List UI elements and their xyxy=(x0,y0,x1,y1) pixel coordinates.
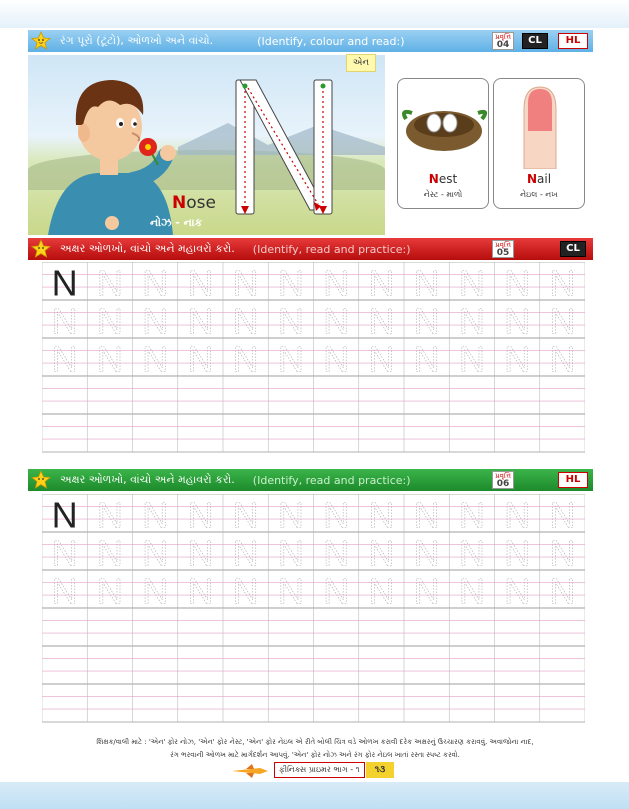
practice-letter: N xyxy=(413,532,440,574)
practice-letter: N xyxy=(96,262,123,304)
nest-icon xyxy=(398,79,489,169)
practice-letter: N xyxy=(413,570,440,612)
practice-letter: N xyxy=(96,494,123,536)
nail-rest: ail xyxy=(537,172,552,186)
practice-letter: N xyxy=(232,262,259,304)
practice-letter: N xyxy=(51,338,78,380)
star-icon xyxy=(28,30,54,52)
nest-first-letter: N xyxy=(428,172,439,186)
practice-letter: N xyxy=(368,262,395,304)
practice-letter: N xyxy=(187,338,214,380)
practice-letter: N xyxy=(323,300,350,342)
practice-letter: N xyxy=(458,570,485,612)
practice-letter: N xyxy=(51,532,78,574)
nest-word xyxy=(398,172,488,186)
practice-letter: N xyxy=(232,300,259,342)
practice-letter: N xyxy=(232,494,259,536)
top-strip xyxy=(0,0,629,28)
practice-letter: N xyxy=(549,532,576,574)
practice-letter: N xyxy=(277,300,304,342)
nest-rest: est xyxy=(438,172,458,186)
section1-header xyxy=(28,30,593,52)
practice-letter: N xyxy=(549,494,576,536)
practice-letter: N xyxy=(504,532,531,574)
practice-letter: N xyxy=(142,570,169,612)
nail-icon xyxy=(494,79,585,169)
practice-letter: N xyxy=(232,570,259,612)
nest-card xyxy=(397,78,489,209)
nail-first-letter: N xyxy=(526,172,537,186)
practice-letter: N xyxy=(323,338,350,380)
practice-letter: N xyxy=(232,338,259,380)
section3-gujarati-instruction: અક્ષર ઓળખો, વાંચો અને મહાવરો કરો. xyxy=(60,473,235,486)
practice-letter: N xyxy=(323,532,350,574)
teacher-note-line1: શિક્ષક/વાલી માટે : 'એન' ફોર નોઝ, 'એન' ફોર નેસ્ટ, 'એન' ફોર નેઇલ એ રીતે બોલી ચિત્ર વડે ઓળખ કરાવી દરેક અક્ષરનું ઉચ્ચારણ કરાવવું. અવાજોના નાદ, xyxy=(96,738,534,746)
practice-letter: N xyxy=(187,532,214,574)
practice-letter: N xyxy=(142,262,169,304)
nail-word xyxy=(494,172,584,186)
practice-letter: N xyxy=(277,262,304,304)
practice-letter: N xyxy=(504,300,531,342)
section1-gujarati-instruction: રંગ પૂરો (ટૂંટો), ઓળખો અને વાંચો. xyxy=(60,34,214,47)
nose-rest: ose xyxy=(186,193,216,213)
nose-gujarati: નોઝ - નાક xyxy=(150,216,203,229)
practice-letter: N xyxy=(458,338,485,380)
practice-letter: N xyxy=(413,494,440,536)
practice-letter: N xyxy=(549,262,576,304)
practice-letter: N xyxy=(368,570,395,612)
practice-letter: N xyxy=(187,300,214,342)
activity-number: 06 xyxy=(496,479,510,489)
practice-letter: N xyxy=(504,570,531,612)
practice-letter: N xyxy=(187,262,214,304)
practice-letter: N xyxy=(96,532,123,574)
practice-letter: N xyxy=(187,494,214,536)
practice-letter: N xyxy=(232,532,259,574)
practice-letter: N xyxy=(142,532,169,574)
section1-english-instruction: (Identify, colour and read:) xyxy=(257,34,405,48)
practice-letter: N xyxy=(458,300,485,342)
practice-letter: N xyxy=(96,570,123,612)
practice-letter: N xyxy=(142,300,169,342)
section3-header xyxy=(28,469,593,491)
nail-card xyxy=(493,78,585,209)
activity-label: પ્રવૃત્તિ xyxy=(495,472,511,480)
practice-letter: N xyxy=(458,532,485,574)
activity-label: પ્રવૃત્તિ xyxy=(495,241,511,249)
nose-word xyxy=(172,193,216,213)
nail-gujarati: નેઇલ - નખ xyxy=(520,190,558,199)
footer-strip xyxy=(0,782,629,809)
practice-letter: N xyxy=(96,300,123,342)
practice-letter: N xyxy=(277,532,304,574)
activity-tag xyxy=(492,471,514,489)
section3-english-instruction: (Identify, read and practice:) xyxy=(252,473,411,487)
nose-first-letter: N xyxy=(172,193,187,213)
page-number: ૧૩ xyxy=(366,762,394,778)
practice-letter: N xyxy=(504,262,531,304)
practice-letter: N xyxy=(51,262,78,304)
practice-letter: N xyxy=(504,338,531,380)
cl-badge: CL xyxy=(560,241,586,257)
practice-letter: N xyxy=(142,494,169,536)
practice-letter: N xyxy=(549,338,576,380)
practice-letter: N xyxy=(368,494,395,536)
practice-letter: N xyxy=(458,262,485,304)
activity-label: પ્રવૃત્તિ xyxy=(495,33,511,41)
practice-letter: N xyxy=(549,300,576,342)
practice-letter: N xyxy=(51,494,78,536)
activity-number: 05 xyxy=(496,248,510,258)
practice-letter: N xyxy=(368,532,395,574)
practice-letter: N xyxy=(458,494,485,536)
activity-number: 04 xyxy=(496,40,510,50)
hl-badge: HL xyxy=(558,472,588,488)
tracing-letter-n xyxy=(228,56,338,226)
practice-letter: N xyxy=(187,570,214,612)
practice-letter: N xyxy=(413,262,440,304)
book-title: ફીનિક્સ પ્રાઇમર ભાગ - ૧ xyxy=(274,762,365,778)
practice-letter: N xyxy=(413,300,440,342)
practice-letter: N xyxy=(142,338,169,380)
section2-header xyxy=(28,238,593,260)
practice-letter: N xyxy=(277,494,304,536)
practice-letter: N xyxy=(549,570,576,612)
practice-letter: N xyxy=(323,262,350,304)
nest-gujarati: નેસ્ટ - માળો xyxy=(423,190,463,199)
teacher-note xyxy=(30,736,600,762)
star-icon xyxy=(28,238,54,260)
practice-letter: N xyxy=(51,570,78,612)
practice-letter: N xyxy=(368,300,395,342)
section2-english-instruction: (Identify, read and practice:) xyxy=(252,242,411,256)
section2-gujarati-instruction: અક્ષર ઓળખો, વાંચો અને મહાવરો કરો. xyxy=(60,242,235,255)
practice-letter: N xyxy=(413,338,440,380)
practice-letter: N xyxy=(368,338,395,380)
practice-letter: N xyxy=(323,570,350,612)
practice-letter: N xyxy=(504,494,531,536)
practice-grid-2 xyxy=(42,494,585,730)
cl-badge: CL xyxy=(522,33,548,49)
practice-letter: N xyxy=(323,494,350,536)
practice-letter: N xyxy=(96,338,123,380)
activity-tag xyxy=(492,32,514,50)
airplane-icon xyxy=(230,764,270,778)
activity-tag xyxy=(492,240,514,258)
hl-badge: HL xyxy=(558,33,588,49)
star-icon xyxy=(28,469,54,491)
teacher-note-line2: રંગ ભરવાની ઓળખ માટે માર્ગદર્શન આપવું. 'એન' ફોર નોઝ અને રંગ ફોર નેઇલ ખાતાં રસ્તા સ્પષ્ટ કરવો. xyxy=(170,751,460,759)
practice-grid-1 xyxy=(42,262,585,462)
practice-letter: N xyxy=(51,300,78,342)
letter-name-label: એન xyxy=(346,54,376,72)
practice-letter: N xyxy=(277,338,304,380)
practice-letter: N xyxy=(277,570,304,612)
